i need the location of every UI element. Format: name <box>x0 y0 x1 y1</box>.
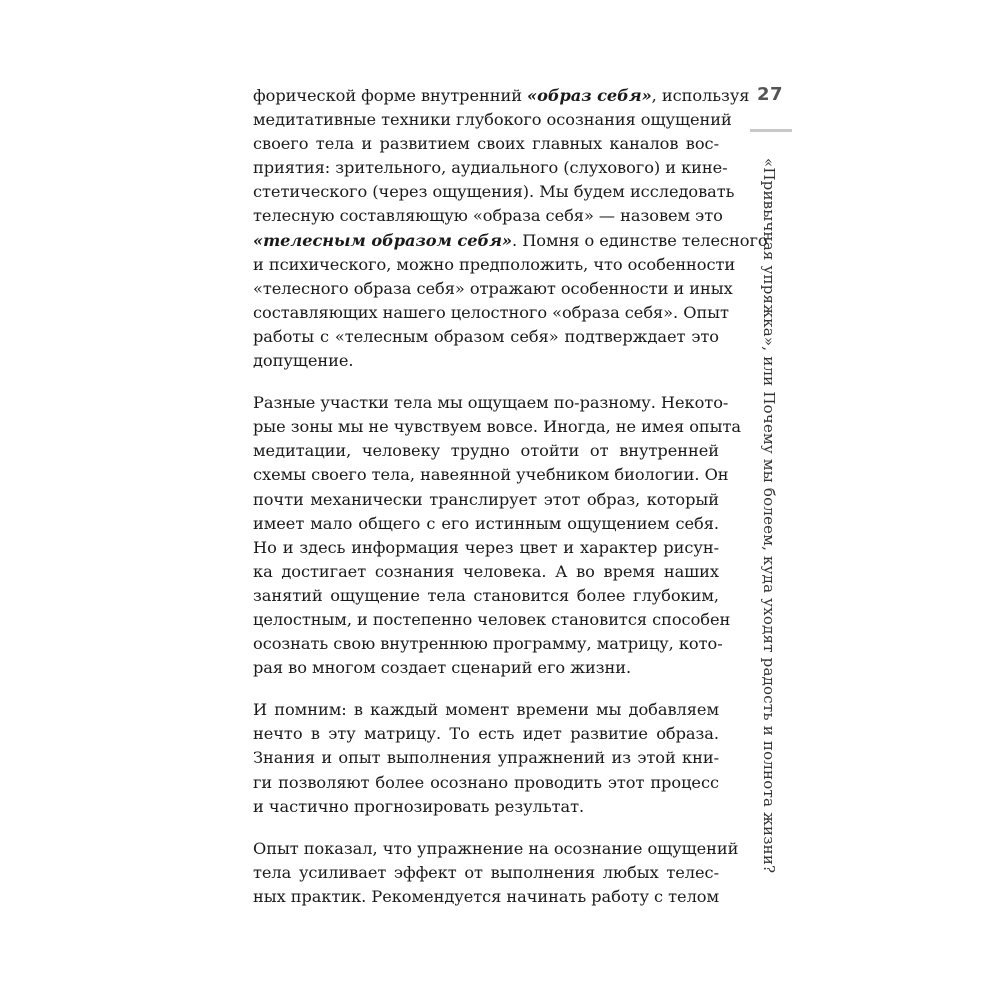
text-run: Разные участки тела мы ощущаем по-разному. Некото- <box>253 393 729 413</box>
text-run: целостным, и постепенно человек становится способен <box>253 609 731 629</box>
paragraph <box>253 391 741 680</box>
body-text <box>253 84 768 927</box>
text-run: тела усиливает эффект от выполнения любых телес- <box>253 862 719 882</box>
emphasized-term: «телесным образом себя» <box>253 230 512 250</box>
text-line <box>253 584 719 608</box>
text-run: схемы своего тела, навеянной учебником биологии. Он <box>253 465 729 485</box>
text-line <box>253 463 729 487</box>
text-line <box>253 488 719 512</box>
text-line <box>253 204 723 228</box>
text-run: И помним: в каждый момент времени мы добавляем <box>253 700 719 720</box>
text-run: телесную составляющую «образа себя» — назовем это <box>253 206 723 226</box>
text-line <box>253 180 735 204</box>
text-line <box>253 746 719 770</box>
text-run: рые зоны мы не чувствуем вовсе. Иногда, не имея опыта <box>253 417 741 437</box>
text-run: форической форме внутренний <box>253 86 528 105</box>
text-run: допущение. <box>253 351 354 371</box>
text-run: занятий ощущение тела становится более глубоким, <box>253 585 719 605</box>
text-run: Но и здесь информация через цвет и характер рисун- <box>253 537 719 557</box>
text-line <box>253 536 719 560</box>
text-line <box>253 795 719 819</box>
paragraph <box>253 698 719 818</box>
text-line <box>253 391 729 415</box>
text-line <box>253 771 719 795</box>
text-line <box>253 656 719 680</box>
text-line <box>253 560 719 584</box>
text-run: и психического, можно предположить, что особенности <box>253 254 736 274</box>
page-number-rule <box>750 129 792 132</box>
text-run: имеет мало общего с его истинным ощущением себя. <box>253 513 719 533</box>
text-run: . Помня о единстве телесного <box>512 230 768 250</box>
text-run: нечто в эту матрицу. То есть идет развитие образа. <box>253 724 719 744</box>
text-line <box>253 512 719 536</box>
text-line <box>253 837 739 861</box>
text-line <box>253 277 733 301</box>
text-line <box>253 608 731 632</box>
text-run: своего тела и развитием своих главных каналов вос- <box>253 134 719 154</box>
running-head: «Привычная упряжка», или Почему мы болеем, куда уходят радость и полнота жизни? <box>760 158 778 874</box>
text-line <box>253 439 719 463</box>
text-line <box>253 84 750 108</box>
text-run: ги позволяют более осознано проводить этот процесс <box>253 772 719 792</box>
text-run: и частично прогнозировать результат. <box>253 796 585 816</box>
text-run: работы с «телесным образом себя» подтверждает это <box>253 326 719 346</box>
text-line <box>253 632 723 656</box>
paragraph <box>253 837 739 909</box>
text-run: стетического (через ощущения). Мы будем исследовать <box>253 182 735 202</box>
text-run: ных практик. Рекомендуется начинать работу с телом <box>253 886 720 906</box>
text-line <box>253 229 768 253</box>
text-run: медитации, человеку трудно отойти от внутренней <box>253 441 719 461</box>
text-line <box>253 108 732 132</box>
text-line <box>253 132 719 156</box>
text-run: Знания и опыт выполнения упражнений из этой кни- <box>253 748 719 768</box>
paragraph <box>253 84 768 373</box>
text-run: приятия: зрительного, аудиального (слухового) и кине- <box>253 158 728 178</box>
text-run: почти механически транслирует этот образ, который <box>253 489 719 509</box>
page-number: 27 <box>757 84 784 105</box>
text-run: медитативные техники глубокого осознания ощущений <box>253 110 732 130</box>
text-run: составляющих нашего целостного «образа себя». Опыт <box>253 302 729 322</box>
emphasized-term: «образ себя» <box>527 86 652 105</box>
text-run: «телесного образа себя» отражают особенности и иных <box>253 278 733 298</box>
text-run: осознать свою внутреннюю программу, матрицу, кото- <box>253 634 723 654</box>
text-line <box>253 698 719 722</box>
text-run: Опыт показал, что упражнение на осознание ощущений <box>253 838 739 858</box>
text-line <box>253 253 736 277</box>
text-line <box>253 325 719 349</box>
text-run: ка достигает сознания человека. А во время наших <box>253 561 719 581</box>
text-line <box>253 415 741 439</box>
text-line <box>253 156 728 180</box>
text-run: рая во многом создает сценарий его жизни. <box>253 658 632 678</box>
text-line <box>253 349 719 373</box>
text-line <box>253 885 719 909</box>
text-line <box>253 301 729 325</box>
text-line <box>253 861 719 885</box>
text-line <box>253 722 719 746</box>
text-run: , используя <box>651 86 750 105</box>
running-head-container <box>757 158 785 874</box>
